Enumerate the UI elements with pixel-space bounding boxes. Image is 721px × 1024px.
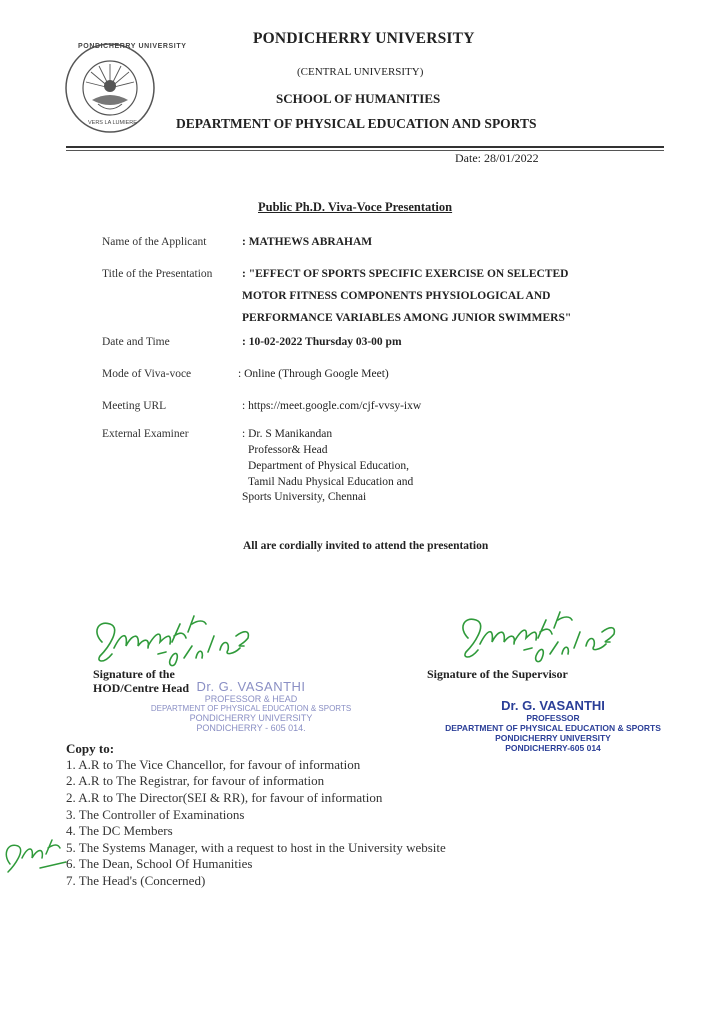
copy-heading: Copy to:	[66, 741, 115, 756]
copy-item-7: 6. The Dean, School Of Humanities	[66, 856, 253, 871]
hod-stamp-line-4: PONDICHERRY - 605 014.	[196, 723, 306, 733]
supervisor-stamp-name: Dr. G. VASANTHI	[501, 698, 605, 713]
header-rule-thick	[66, 146, 664, 148]
url-label: Meeting URL	[102, 400, 167, 412]
applicant-value: : MATHEWS ABRAHAM	[242, 236, 373, 248]
hod-stamp-line-1: PROFESSOR & HEAD	[204, 694, 298, 704]
supervisor-stamp-line-2: DEPARTMENT OF PHYSICAL EDUCATION & SPORTS	[445, 723, 661, 733]
supervisor-stamp-line-1: PROFESSOR	[526, 713, 580, 723]
presentation-line-2: MOTOR FITNESS COMPONENTS PHYSIOLOGICAL AND	[242, 290, 551, 302]
central-university: (CENTRAL UNIVERSITY)	[297, 66, 424, 78]
supervisor-stamp	[440, 698, 666, 753]
hod-stamp-line-2: DEPARTMENT OF PHYSICAL EDUCATION & SPORTS	[150, 704, 352, 713]
examiner-label: External Examiner	[102, 428, 189, 440]
datetime-value: : 10-02-2022 Thursday 03-00 pm	[242, 336, 402, 348]
margin-initials	[0, 828, 70, 878]
examiner-line-3: Department of Physical Education,	[248, 460, 409, 472]
supervisor-stamp-line-4: PONDICHERRY-605 014	[505, 743, 601, 753]
datetime-label: Date and Time	[102, 336, 170, 348]
mode-value: : Online (Through Google Meet)	[238, 368, 389, 380]
copy-item-5: 4. The DC Members	[66, 823, 173, 838]
copy-item-4: 3. The Controller of Examinations	[66, 807, 245, 822]
document-title: Public Ph.D. Viva-Voce Presentation	[258, 200, 453, 214]
copy-item-2: 2. A.R to The Registrar, for favour of information	[66, 773, 325, 788]
invite-line: All are cordially invited to attend the presentation	[243, 540, 489, 552]
copy-item-8: 7. The Head's (Concerned)	[66, 873, 206, 888]
examiner-line-1: : Dr. S Manikandan	[242, 428, 333, 440]
hod-stamp	[146, 679, 356, 733]
hod-stamp-name: Dr. G. VASANTHI	[196, 679, 306, 694]
supervisor-signature-line: Signature of the Supervisor	[427, 667, 568, 681]
examiner-line-5: Sports University, Chennai	[242, 491, 367, 503]
presentation-line-3: PERFORMANCE VARIABLES AMONG JUNIOR SWIMMERS"	[242, 312, 572, 324]
logo-text-top: PONDICHERRY UNIVERSITY	[78, 43, 187, 50]
school-name: SCHOOL OF HUMANITIES	[276, 91, 441, 106]
header-rule-thin	[66, 150, 664, 151]
hod-signature-line-1: Signature of the	[93, 667, 175, 681]
presentation-line-1: : "EFFECT OF SPORTS SPECIFIC EXERCISE ON SELECTED	[242, 268, 569, 280]
date-line: Date: 28/01/2022	[455, 151, 539, 165]
department-name: DEPARTMENT OF PHYSICAL EDUCATION AND SPORTS	[176, 116, 537, 131]
copy-item-3: 2. A.R to The Director(SEI & RR), for favour of information	[66, 790, 383, 805]
examiner-line-4: Tamil Nadu Physical Education and	[248, 476, 414, 488]
hod-signature-line-2: HOD/Centre Head	[93, 681, 190, 695]
copy-item-1: 1. A.R to The Vice Chancellor, for favour of information	[66, 757, 361, 772]
university-name: PONDICHERRY UNIVERSITY	[253, 30, 475, 47]
meeting-url[interactable]: : https://meet.google.com/cjf-vvsy-ixw	[242, 400, 422, 412]
presentation-label: Title of the Presentation	[102, 268, 213, 280]
hod-stamp-line-3: PONDICHERRY UNIVERSITY	[189, 713, 313, 723]
logo-text-bottom: VERS LA LUMIERE	[88, 120, 137, 126]
applicant-label: Name of the Applicant	[102, 236, 207, 248]
examiner-line-2: Professor& Head	[248, 444, 328, 456]
mode-label: Mode of Viva-voce	[102, 368, 192, 380]
supervisor-handwritten-signature	[454, 598, 624, 678]
supervisor-stamp-line-3: PONDICHERRY UNIVERSITY	[495, 733, 611, 743]
copy-item-6: 5. The Systems Manager, with a request to host in the University website	[66, 840, 446, 855]
